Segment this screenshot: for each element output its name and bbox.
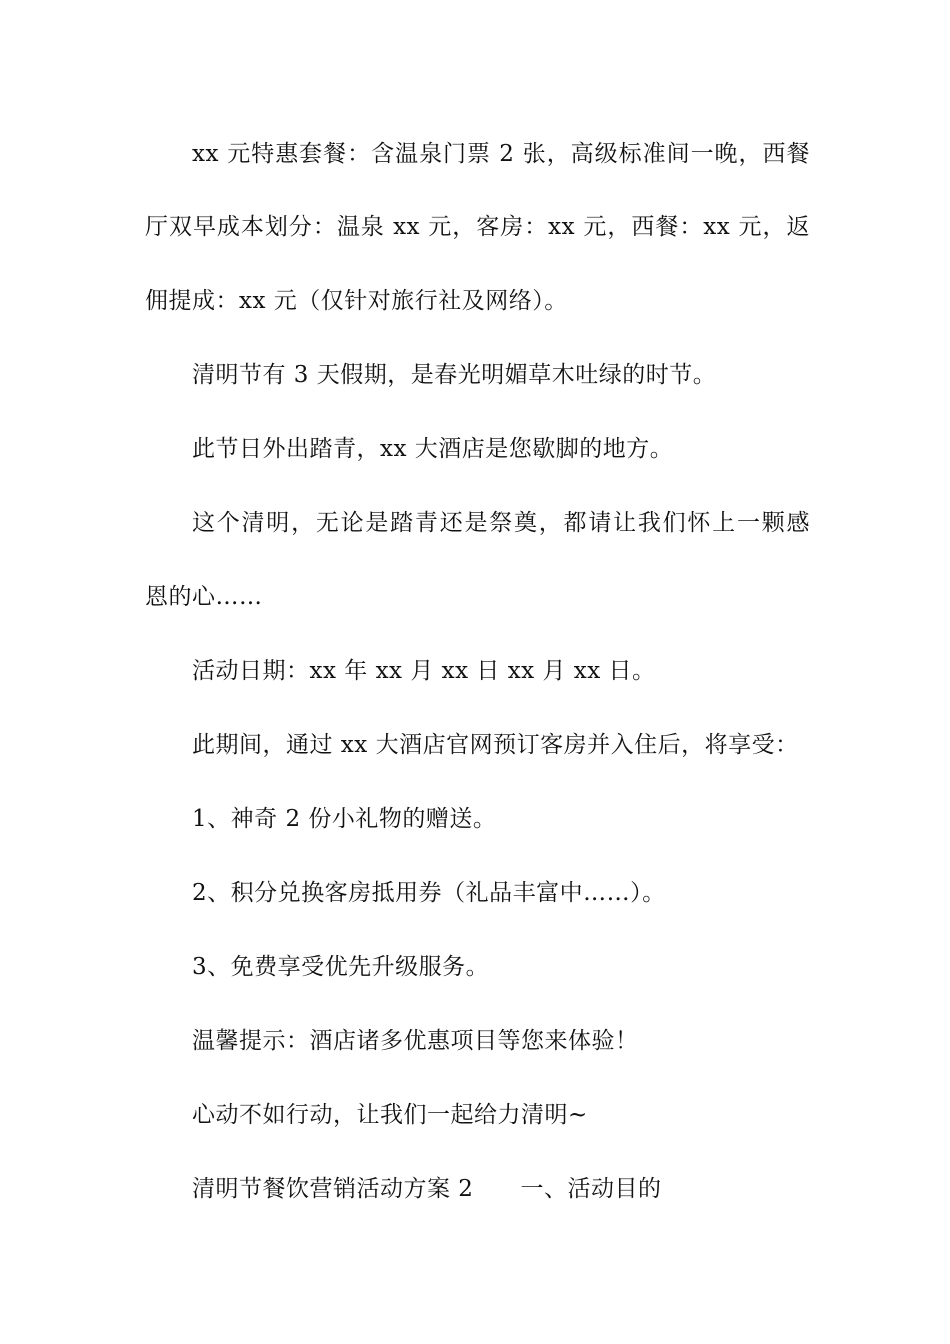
benefit-item-2: 2、积分兑换客房抵用券（礼品丰富中……）。 [192,880,666,906]
warm-tip: 温馨提示：酒店诸多优惠项目等您来体验！ [192,1028,639,1054]
call-to-action: 心动不如行动，让我们一起给力清明~ [192,1102,588,1128]
holiday-paragraph: 清明节有 3 天假期，是春光明媚草木吐绿的时节。 [192,362,717,388]
outing-paragraph: 此节日外出踏青，xx 大酒店是您歇脚的地方。 [192,436,674,462]
benefit-item-1: 1、神奇 2 份小礼物的赠送。 [192,806,497,832]
package-text-line-2: 厅双早成本划分：温泉 xx 元，客房：xx 元，西餐：xx 元，返 [145,214,810,240]
booking-paragraph: 此期间，通过 xx 大酒店官网预订客房并入住后，将享受： [192,732,799,758]
benefit-item-3: 3、免费享受优先升级服务。 [192,954,490,980]
activity-date: 活动日期：xx 年 xx 月 xx 日 xx 月 xx 日。 [192,658,656,684]
package-text-line-3: 佣提成：xx 元（仅针对旅行社及网络）。 [145,288,568,314]
gratitude-line-2: 恩的心…… [145,584,263,610]
section-heading: 清明节餐饮营销活动方案 2 一、活动目的 [192,1176,662,1202]
gratitude-line-1: 这个清明，无论是踏青还是祭奠，都请让我们怀上一颗感 [192,510,810,536]
package-text-line-1: xx 元特惠套餐：含温泉门票 2 张，高级标准间一晚，西餐 [192,141,810,167]
